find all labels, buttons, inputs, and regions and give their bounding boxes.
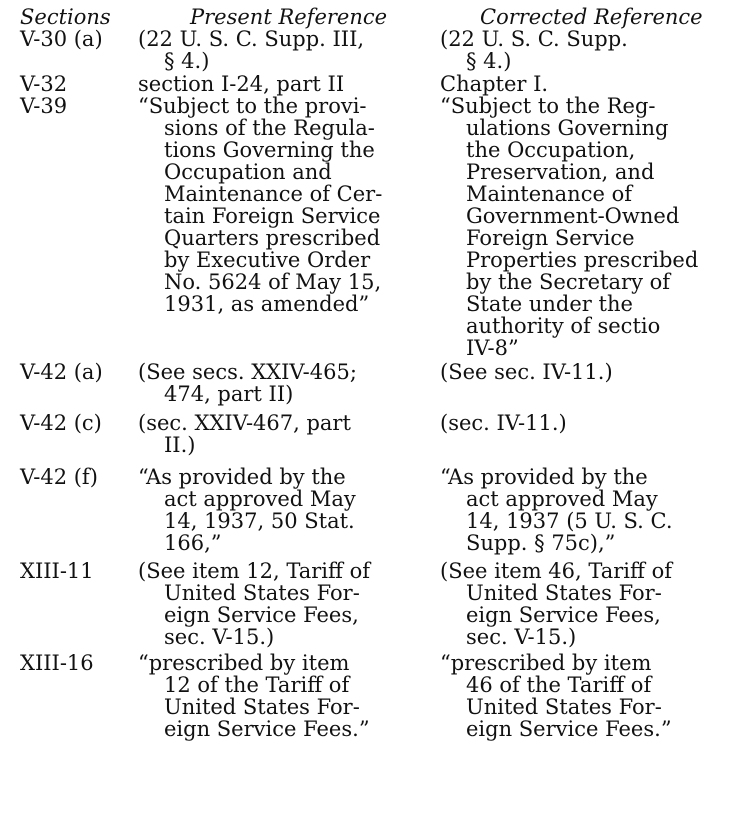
present-reference: (See item 12, Tariff of United States For- eign Service Fees, sec. V-15.) bbox=[138, 559, 371, 649]
present-reference: (22 U. S. C. Supp. III, § 4.) bbox=[138, 27, 365, 73]
header-present-reference: Present Reference bbox=[190, 5, 388, 29]
header-corrected-reference: Corrected Reference bbox=[480, 5, 703, 29]
corrected-reference: “Subject to the Reg- ulations Governing the Occupation, Preservation, and Maintenance of Government-Owned Foreign Service Properties prescribed by the Secretary of State under the authority of sectio IV-8” bbox=[440, 94, 699, 360]
section-number: V-39 bbox=[20, 94, 68, 118]
present-reference: (See secs. XXIV-465; 474, part II) bbox=[138, 360, 357, 406]
section-number: XIII-11 bbox=[20, 559, 94, 583]
corrected-reference: (See item 46, Tariff of United States For- eign Service Fees, sec. V-15.) bbox=[440, 559, 673, 649]
present-reference: “prescribed by item 12 of the Tariff of United States For- eign Service Fees.” bbox=[138, 651, 370, 741]
section-number: V-42 (c) bbox=[20, 411, 102, 435]
present-reference: “Subject to the provi- sions of the Regula- tions Governing the Occupation and Maintenance of Cer- tain Foreign Service Quarters prescribed by Executive Order No. 5624 of May 15, 1931, as amended” bbox=[138, 94, 383, 316]
header-sections: Sections bbox=[20, 5, 111, 29]
corrected-reference: “prescribed by item 46 of the Tariff of United States For- eign Service Fees.” bbox=[440, 651, 672, 741]
section-number: XIII-16 bbox=[20, 651, 94, 675]
present-reference: section I-24, part II bbox=[138, 72, 345, 96]
present-reference: “As provided by the act approved May 14, 1937, 50 Stat. 166,” bbox=[138, 465, 356, 555]
corrected-reference: (sec. IV-11.) bbox=[440, 411, 567, 435]
section-number: V-42 (a) bbox=[20, 360, 103, 384]
section-number: V-42 (f) bbox=[20, 465, 98, 489]
corrected-reference: “As provided by the act approved May 14, 1937 (5 U. S. C. Supp. § 75c),” bbox=[440, 465, 673, 555]
section-number: V-30 (a) bbox=[20, 27, 103, 51]
present-reference: (sec. XXIV-467, part II.) bbox=[138, 411, 351, 457]
section-number: V-32 bbox=[20, 72, 68, 96]
corrected-reference: (See sec. IV-11.) bbox=[440, 360, 613, 384]
corrected-reference: (22 U. S. C. Supp. § 4.) bbox=[440, 27, 628, 73]
corrected-reference: Chapter I. bbox=[440, 72, 549, 96]
